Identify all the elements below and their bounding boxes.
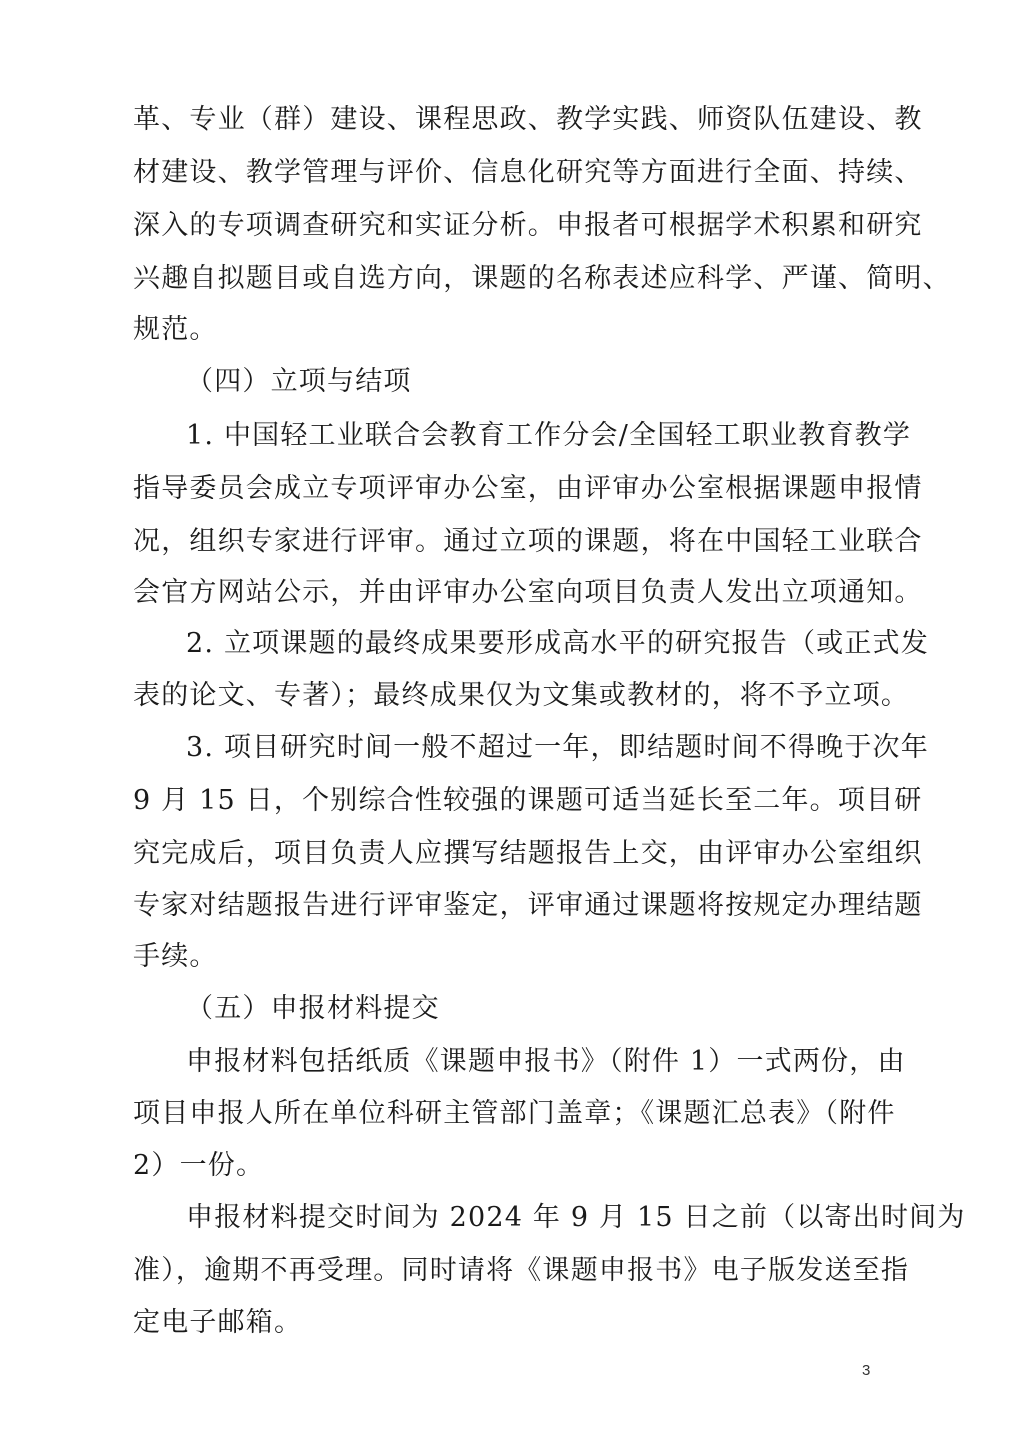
body-line: 项目申报人所在单位科研主管部门盖章；《课题汇总表》（附件 xyxy=(133,1098,896,1129)
body-line: 申报材料包括纸质《课题申报书》（附件 1）一式两份，由 xyxy=(186,1046,906,1077)
body-line: 专家对结题报告进行评审鉴定，评审通过课题将按规定办理结题 xyxy=(133,890,923,921)
body-line: 况，组织专家进行评审。通过立项的课题，将在中国轻工业联合 xyxy=(133,526,923,557)
body-line: 定电子邮箱。 xyxy=(133,1307,303,1338)
body-line: 2）一份。 xyxy=(133,1150,265,1181)
body-line: 深入的专项调查研究和实证分析。申报者可根据学术积累和研究 xyxy=(133,210,923,241)
body-line: 9 月 15 日，个别综合性较强的课题可适当延长至二年。项目研 xyxy=(133,785,923,816)
section-heading-5: （五）申报材料提交 xyxy=(186,993,440,1024)
body-line: 1. 中国轻工业联合会教育工作分会/全国轻工职业教育教学 xyxy=(186,420,912,451)
page-number: 3 xyxy=(862,1362,871,1379)
body-line: 兴趣自拟题目或自选方向，课题的名称表述应科学、严谨、简明、 xyxy=(133,263,951,294)
body-line: 规范。 xyxy=(133,314,218,345)
body-line: 指导委员会成立专项评审办公室，由评审办公室根据课题申报情 xyxy=(133,473,923,504)
body-line: 手续。 xyxy=(133,941,218,972)
body-line: 会官方网站公示，并由评审办公室向项目负责人发出立项通知。 xyxy=(133,577,923,608)
section-heading-4: （四）立项与结项 xyxy=(186,366,412,397)
body-line: 材建设、教学管理与评价、信息化研究等方面进行全面、持续、 xyxy=(133,157,923,188)
body-line: 革、专业（群）建设、课程思政、教学实践、师资队伍建设、教 xyxy=(133,104,923,135)
body-line: 2. 立项课题的最终成果要形成高水平的研究报告（或正式发 xyxy=(186,628,929,659)
body-line: 申报材料提交时间为 2024 年 9 月 15 日之前（以寄出时间为 xyxy=(186,1202,966,1233)
body-line: 准），逾期不再受理。同时请将《课题申报书》电子版发送至指 xyxy=(133,1255,910,1286)
body-line: 表的论文、专著）；最终成果仅为文集或教材的，将不予立项。 xyxy=(133,680,910,711)
body-line: 3. 项目研究时间一般不超过一年，即结题时间不得晚于次年 xyxy=(186,732,929,763)
body-line: 究完成后，项目负责人应撰写结题报告上交，由评审办公室组织 xyxy=(133,838,923,869)
